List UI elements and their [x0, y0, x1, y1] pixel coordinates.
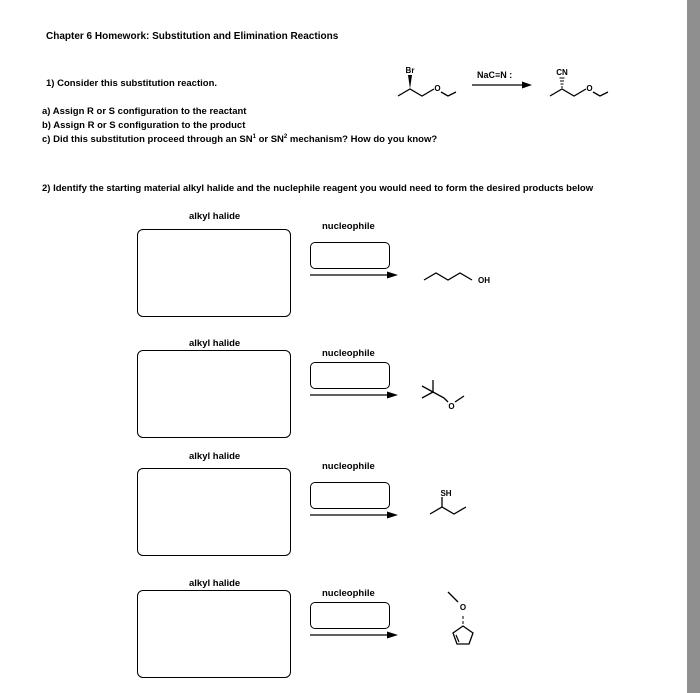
alkyl-halide-label: alkyl halide [189, 211, 241, 222]
q1-c-text-1: c) Did this substitution proceed through an SN [42, 134, 253, 145]
reactant-br-label: Br [405, 66, 415, 75]
product-o-label: O [586, 84, 593, 93]
product-cn-label: CN [556, 68, 568, 77]
product-sh-label: SH [440, 489, 452, 498]
product-o-label: O [448, 402, 455, 411]
alkyl-halide-answer-box[interactable] [137, 590, 291, 678]
alkyl-halide-label: alkyl halide [189, 578, 241, 589]
vertical-scrollbar[interactable] [687, 0, 700, 693]
reagent-label: NaC≡N : [477, 70, 513, 80]
product-o-label: O [459, 603, 467, 612]
q1-c-text-2: or SN [255, 134, 284, 145]
q1-c-sup-1: 1 [252, 133, 256, 140]
q1-part-c [42, 134, 437, 146]
q1-c-text-3: mechanism? How do you know? [287, 134, 438, 145]
q1-c-sup-2: 2 [283, 133, 288, 140]
nucleophile-label: nucleophile [322, 221, 375, 232]
q2-prompt: 2) Identify the starting material alkyl halide and the nuclephile reagent you would need to form the desired products below [42, 183, 594, 194]
alkyl-halide-answer-box[interactable] [137, 468, 291, 556]
alkyl-halide-answer-box[interactable] [137, 229, 291, 317]
alkyl-halide-label: alkyl halide [189, 451, 241, 462]
alkyl-halide-answer-box[interactable] [137, 350, 291, 438]
product-structure-thiol [426, 486, 482, 522]
q1-part-b: b) Assign R or S configuration to the product [42, 120, 246, 131]
nucleophile-answer-box[interactable] [310, 602, 390, 629]
product-structure-cyclopentenyl-ether [440, 590, 480, 650]
reactant-o-label: O [434, 84, 441, 93]
reaction-arrow [310, 270, 398, 280]
nucleophile-answer-box[interactable] [310, 482, 390, 509]
product-structure-butanol [422, 262, 502, 292]
product-oh-label: OH [478, 276, 490, 285]
nucleophile-answer-box[interactable] [310, 362, 390, 389]
nucleophile-answer-box[interactable] [310, 242, 390, 269]
reaction-arrow [310, 510, 398, 520]
q1-prompt: 1) Consider this substitution reaction. [46, 78, 218, 89]
alkyl-halide-label: alkyl halide [189, 338, 241, 349]
nucleophile-label: nucleophile [322, 588, 375, 599]
reaction-arrow [310, 390, 398, 400]
page-title: Chapter 6 Homework: Substitution and Elimination Reactions [46, 31, 339, 42]
reaction-arrow [310, 630, 398, 640]
reactant-structure [390, 62, 470, 107]
product-structure [542, 62, 622, 107]
reaction-arrow [472, 80, 532, 90]
q1-part-a: a) Assign R or S configuration to the reactant [42, 106, 247, 117]
product-structure-tert-butyl-ether [418, 378, 478, 412]
nucleophile-label: nucleophile [322, 461, 375, 472]
nucleophile-label: nucleophile [322, 348, 375, 359]
